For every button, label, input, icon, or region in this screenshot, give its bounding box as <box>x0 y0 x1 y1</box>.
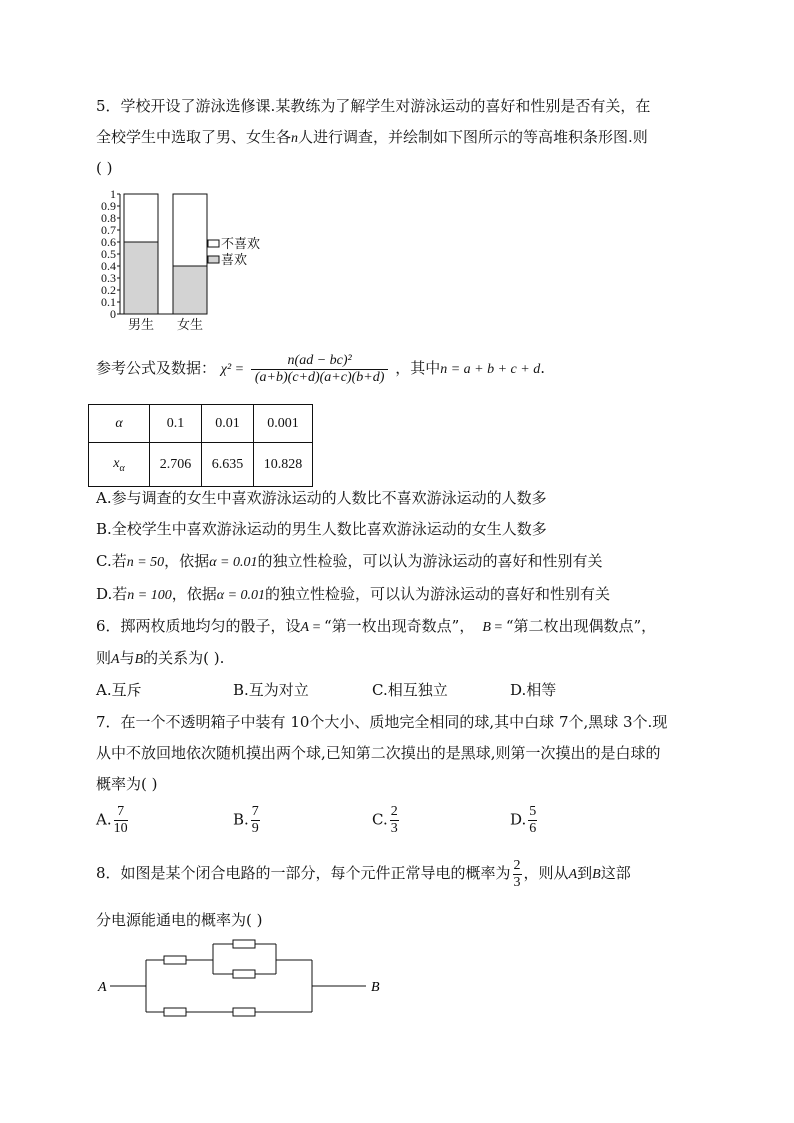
q5-line-1: 5．学校开设了游泳选修课.某教练为了解学生对游泳运动的喜好和性别是否有关，在 <box>96 97 651 115</box>
table-cell: 0.01 <box>202 405 254 443</box>
y-tick-label: 0.3 <box>101 271 116 285</box>
bar-segment <box>124 242 158 314</box>
q7-line-2: 从中不放回地依次随机摸出两个球,已知第二次摸出的是黑球,则第一次摸出的是白球的 <box>96 744 661 762</box>
q5-answer-paren: ( ) <box>96 159 113 177</box>
y-tick-label: 0.5 <box>101 247 116 261</box>
q6-option-c[interactable]: C.相互独立 <box>372 681 448 699</box>
y-tick-label: 0.4 <box>101 259 116 273</box>
legend-label: 不喜欢 <box>221 236 261 251</box>
q6-option-b[interactable]: B.互为对立 <box>233 681 309 699</box>
circuit-label-a: A <box>98 980 107 995</box>
y-tick-label: 0.2 <box>101 283 116 297</box>
resistor-parallel-bottom <box>233 970 255 978</box>
q6-line-1: 6．掷两枚质地均匀的骰子，设A = “第一枚出现奇数点”， B = “第二枚出现偶数点”， <box>96 617 657 635</box>
formula-intro: 参考公式及数据： <box>96 359 217 377</box>
table-cell: 0.1 <box>150 405 202 443</box>
q5-line-2: 全校学生中选取了男、女生各n人进行调查，并绘制如下图所示的等高堆积条形图.则 <box>96 128 648 146</box>
formula-lhs: χ² = <box>220 362 245 377</box>
formula-numerator: n(ad − bc)² <box>251 353 389 370</box>
y-tick-label: 0.9 <box>101 199 116 213</box>
q6-option-d[interactable]: D.相等 <box>510 681 557 699</box>
formula-fraction <box>251 353 389 386</box>
table-cell: 10.828 <box>254 443 313 487</box>
formula-denominator: (a+b)(c+d)(a+c)(b+d) <box>254 369 385 385</box>
q7-option-d[interactable]: D. $\frac{5}{6}$ <box>510 804 537 836</box>
q7-option-b[interactable]: B. $\frac{7}{9}$ <box>233 804 259 836</box>
q7-line-3: 概率为( ) <box>96 775 158 793</box>
circuit-label-b: B <box>371 980 380 995</box>
q8-line-2: 分电源能通电的概率为( ) <box>96 911 263 929</box>
table-row-label-x: $x_\alpha$ <box>89 443 150 487</box>
q8-line-1: 8．如图是某个闭合电路的一部分，每个元件正常导电的概率为 $\frac{2}{3}$ ，则从A到B这部 <box>96 857 631 890</box>
legend-swatch <box>208 240 219 247</box>
table-row <box>89 405 313 443</box>
table-cell: 0.001 <box>254 405 313 443</box>
q5-option-d[interactable]: D.若n = 100，依据α = 0.01的独立性检验，可以认为游泳运动的喜好和性别有关 <box>96 585 611 603</box>
q5-option-b[interactable]: B.全校学生中喜欢游泳运动的男生人数比喜欢游泳运动的女生人数多 <box>96 520 547 538</box>
table-cell: 6.635 <box>202 443 254 487</box>
x-category-label: 男生 <box>127 317 155 332</box>
q7-option-c[interactable]: C. $\frac{2}{3}$ <box>372 804 398 836</box>
x-category-label: 女生 <box>176 317 204 332</box>
y-tick-label: 0.6 <box>101 235 116 249</box>
y-tick-label: 1 <box>110 187 116 201</box>
resistor-top-left <box>164 956 186 964</box>
q6-option-a[interactable]: A.互斥 <box>96 681 142 699</box>
bar-segment <box>124 194 158 242</box>
formula-n-def: n = a + b + c + d <box>440 362 541 377</box>
stacked-bar-chart <box>90 182 270 334</box>
bar-segment <box>173 194 207 266</box>
q5-option-c[interactable]: C.若n = 50，依据α = 0.01的独立性检验，可以认为游泳运动的喜好和性别有关 <box>96 552 603 570</box>
table-row <box>89 443 313 487</box>
resistor-bottom-right <box>233 1008 255 1016</box>
y-tick-label: 0.8 <box>101 211 116 225</box>
legend-label: 喜欢 <box>221 252 248 267</box>
y-tick-label: 0.7 <box>101 223 116 237</box>
legend-swatch <box>208 256 219 263</box>
q7-option-a[interactable]: A. $\frac{7}{10}$ <box>96 804 128 836</box>
q6-line-2: 则A与B的关系为( ). <box>96 649 225 667</box>
critical-value-table <box>88 404 313 487</box>
q5-option-a[interactable]: A.参与调查的女生中喜欢游泳运动的人数比不喜欢游泳运动的人数多 <box>96 489 547 507</box>
table-row-label-alpha: α <box>89 405 150 443</box>
resistor-parallel-top <box>233 940 255 948</box>
y-tick-label: 0.1 <box>101 295 116 309</box>
bar-segment <box>173 266 207 314</box>
formula-where: ，其中 <box>395 359 441 377</box>
table-cell: 2.706 <box>150 443 202 487</box>
y-tick-label: 0 <box>110 307 116 321</box>
resistor-bottom-left <box>164 1008 186 1016</box>
formula-line: 参考公式及数据： χ² = $\frac{\text{n(ad − bc)²}}{(a+b)(c+d)(a+c)(b+d)}$ ，其中n = a + b + c + d. <box>96 352 545 385</box>
q7-line-1: 7．在一个不透明箱子中装有 10个大小、质地完全相同的球,其中白球 7个,黑球 3个.现 <box>96 713 668 731</box>
circuit-diagram <box>90 932 400 1024</box>
